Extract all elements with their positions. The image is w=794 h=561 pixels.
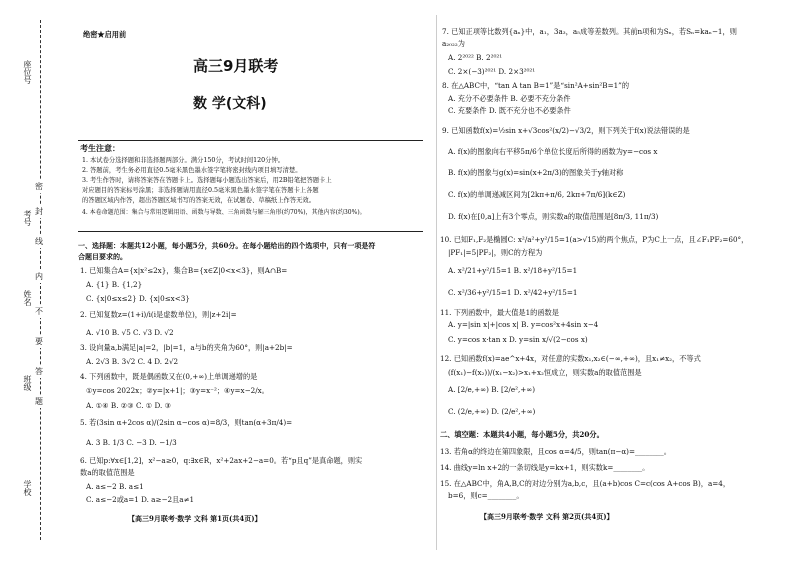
question-line: 7. 已知正项等比数列{aₙ}中，a₁，3a₃，a₅成等差数列。其前n项和为Sₙ，若Sₙ=kaₙ−1，则	[442, 27, 737, 36]
option-line: A. f(x)的图象向右平移5π/6个单位长度后所得的函数为y=−cos x	[448, 147, 658, 156]
option-line: A. √10 B. √5 C. √3 D. √2	[86, 328, 174, 337]
question-line: 1. 已知集合A={x|x²≤2x}，集合B={x∈Z|0<x<3}，则A∩B=	[80, 266, 288, 275]
notice-line: 4. 本卷命题范围：集合与常用逻辑用语、函数与导数、三角函数与解三角形(约70%)，其他内容(约30%)。	[82, 209, 366, 216]
page-footer: 【高三9月联考·数学 文科 第2页(共4页)】	[480, 512, 614, 521]
seal-char: 题	[35, 397, 43, 406]
notice-line: 对应题目的答案标号涂黑；非选择题请用直径0.5毫米黑色墨水签字笔在答题卡上各题	[82, 187, 319, 194]
seal-char: 密	[35, 182, 43, 191]
option-line: A. 2√3 B. 3√2 C. 4 D. 2√2	[86, 357, 179, 366]
question-line: (f(x₁)−f(x₂))/(x₁−x₂)>x₁+x₂恒成立，则实数a的取值范围是	[448, 368, 642, 377]
question-line: 15. 在△ABC中，角A,B,C的对边分别为a,b,c，且(a+b)cos C=c(cos A+cos B)，a=4，	[440, 479, 731, 488]
seal-char: 封	[35, 207, 43, 216]
option-line: A. y=|sin x|+|cos x| B. y=cos²x+4sin x−4	[448, 320, 599, 329]
subject-title: 数 学(文科)	[193, 96, 267, 112]
seal-char: 答	[35, 367, 43, 376]
seal-char: 线	[35, 237, 43, 246]
question-line: 3. 设向量a,b满足|a|=2，|b|=1，a与b的夹角为60°，则|a+2b|=	[80, 343, 293, 352]
page-footer: 【高三9月联考·数学 文科 第1页(共4页)】	[128, 514, 262, 523]
question-line: 6. 已知p:∀x∈[1,2]，x²−a≥0，q:∃x∈R，x²+2ax+2−a=0。若“p且q”是真命题，则实	[80, 456, 363, 465]
option-line: D. f(x)在[0,a]上有3个零点，则实数a的取值范围是[8π/3, 11π/3)	[448, 212, 659, 221]
notice-line: 1. 本试卷分选择题和非选择题两部分。满分150分，考试时间120分钟。	[82, 157, 285, 164]
option-line: A. 充分不必要条件 B. 必要不充分条件	[448, 94, 571, 103]
question-line: 5. 若(3sin α+2cos α)/(2sin α−cos α)=8/3，则tan(α+3π/4)=	[80, 418, 293, 427]
option-line: C. a≤−2或a=1 D. a≥−2且a≠1	[86, 495, 195, 504]
school-label: 学校	[23, 480, 32, 496]
seal-char: 不	[35, 307, 43, 316]
option-line: A. ①④ B. ②③ C. ① D. ③	[86, 401, 172, 410]
exam-title: 高三9月联考	[193, 57, 279, 75]
section-heading-cont: 合题目要求的。	[78, 252, 127, 261]
notice-line: 的答题区域内作答，超出答题区域书写的答案无效，在试题卷、草稿纸上作答无效。	[82, 197, 315, 204]
class-label: 班级	[23, 375, 32, 391]
option-line: C. 充要条件 D. 既不充分也不必要条件	[448, 106, 571, 115]
option-line: B. f(x)的图象与g(x)=sin(x+2π/3)的图象关于y轴对称	[448, 168, 624, 177]
question-line: 10. 已知F₁,F₂是椭圆C: x²/a²+y²/15=1(a>√15)的两个焦点，P为C上一点，且∠F₁PF₂=60°，	[440, 235, 749, 244]
seal-char: 内	[35, 272, 43, 281]
question-line: 12. 已知函数f(x)=ae^x+4x，对任意的实数x₁,x₂∈(−∞,+∞)，且x₁≠x₂，不等式	[440, 354, 701, 363]
question-line: 13. 若角α的终边在第四象限，且cos α=4/5，则tan(π−α)=________。	[440, 447, 671, 456]
option-line: C. x²/36+y²/15=1 D. x²/42+y²/15=1	[448, 288, 578, 297]
option-line: A. {1} B. {1,2}	[86, 280, 143, 289]
option-line: A. x²/21+y²/15=1 B. x²/18+y²/15=1	[448, 266, 578, 275]
question-line: 8. 在△ABC中，“tan A tan B=1”是“sin²A+sin²B=1”的	[442, 81, 630, 90]
page-2	[440, 0, 780, 561]
question-line: 9. 已知函数f(x)=½sin x+√3cos²(x/2)−√3/2，则下列关于f(x)说法错误的是	[442, 126, 690, 135]
name-label: 姓名	[23, 290, 32, 306]
option-line: C. (2/e,+∞) D. (2/e²,+∞)	[448, 407, 536, 416]
option-line: C. y=cos x·tan x D. y=sin x/√(2−cos x)	[448, 335, 588, 344]
option-line: C. 2×(−3)²⁰²¹ D. 2×3²⁰²¹	[448, 67, 536, 76]
option-line: A. 3 B. 1/3 C. −3 D. −1/3	[86, 438, 177, 447]
option-line: A. [2/e,+∞) B. [2/e²,+∞)	[448, 385, 536, 394]
question-line: 11. 下列函数中，最大值是1的函数是	[440, 308, 559, 317]
page-1	[78, 0, 428, 561]
notice-line: 2. 答题前，考生务必用直径0.5毫米黑色墨水签字笔将密封线内项目填写清楚。	[82, 167, 302, 174]
option-line: C. f(x)的单调递减区间为[2kπ+π/6, 2kπ+7π/6](k∈Z)	[448, 190, 626, 199]
section-heading: 一、选择题：本题共12小题，每小题5分，共60分。在每小题给出的四个选项中，只有一项是符	[78, 241, 376, 250]
question-line: 2. 已知复数z=(1+i)/i(i是虚数单位)，则|z+2i|=	[80, 310, 237, 319]
notice-title: 考生注意：	[80, 143, 120, 153]
seal-char: 要	[35, 337, 43, 346]
seat-no-label: 座位号	[23, 60, 32, 84]
question-line: a₂₀₂₂为	[442, 39, 465, 48]
notice-box	[78, 140, 423, 232]
question-line: ①y=cos 2022x；②y=|x+1|；③y=x⁻²；④y=x−2/x。	[86, 386, 269, 395]
option-line: A. a≤−2 B. a≤1	[86, 482, 144, 491]
page-divider	[436, 15, 437, 550]
question-line: |PF₁|=5|PF₂|，则C的方程为	[448, 248, 543, 257]
question-line: 14. 曲线y=ln x+2的一条切线是y=kx+1，则实数k=________。	[440, 463, 650, 472]
question-line: 数a的取值范围是	[80, 468, 135, 477]
question-line: b=6，则c=________。	[448, 491, 524, 500]
option-line: A. 2²⁰²² B. 2²⁰²¹	[448, 53, 503, 62]
exam-no-label: 考号	[23, 210, 32, 226]
question-line: 4. 下列函数中，既是偶函数又在(0,+∞)上单调递增的是	[80, 372, 258, 381]
option-line: C. {x|0≤x≤2} D. {x|0≤x<3}	[86, 294, 190, 303]
secret-mark: 绝密★启用前	[83, 30, 127, 39]
section-heading: 二、填空题：本题共4小题，每小题5分，共20分。	[440, 430, 604, 439]
notice-line: 3. 考生作答时，请将答案答在答题卡上。选择题每小题选出答案后，用2B铅笔把答题卡上	[82, 177, 332, 184]
